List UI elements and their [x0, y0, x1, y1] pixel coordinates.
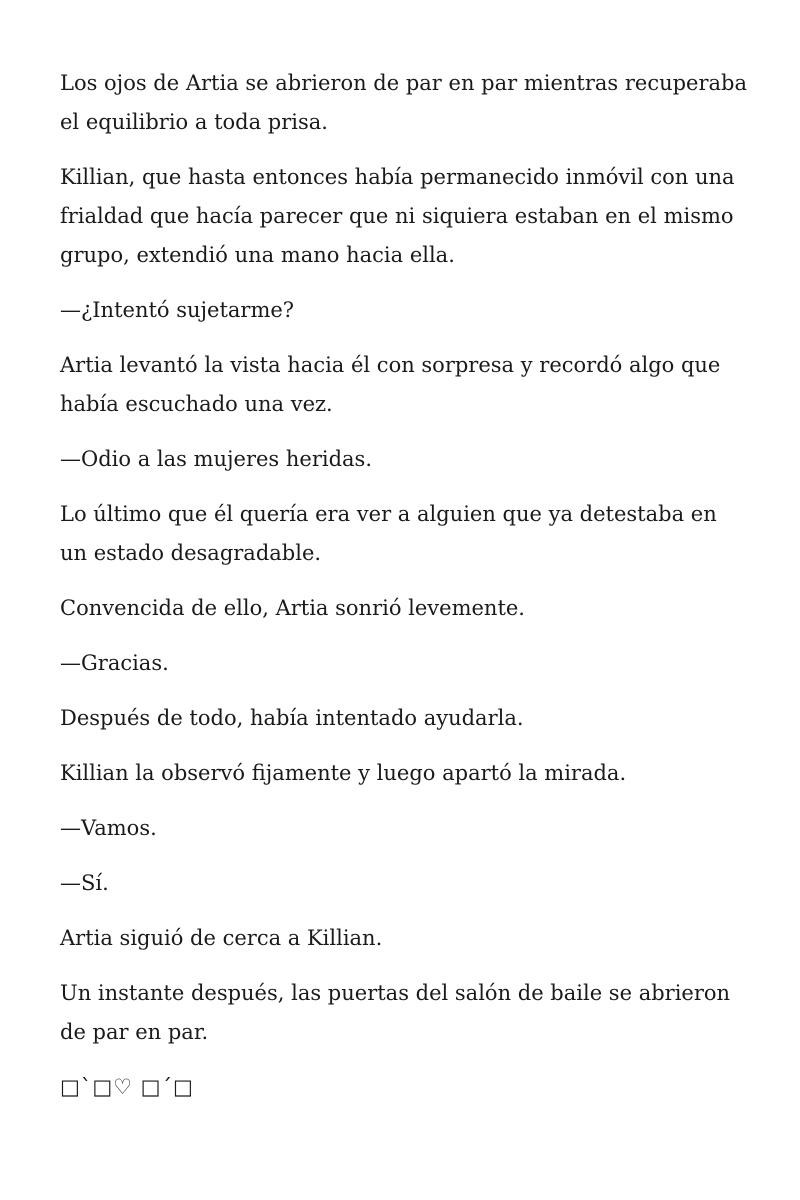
- paragraph-11: —Vamos.: [60, 816, 157, 840]
- paragraph-9: Después de todo, había intentado ayudarla.: [60, 706, 524, 730]
- paragraph-5: —Odio a las mujeres heridas.: [60, 447, 372, 471]
- paragraph-4: Artia levantó la vista hacia él con sorpresa y recordó algo que había escuchado una vez.: [60, 353, 721, 416]
- paragraph-1: Los ojos de Artia se abrieron de par en par mientras recuperaba el equilibrio a toda prisa.: [60, 71, 748, 134]
- paragraph-2: Killian, que hasta entonces había permanecido inmóvil con una frialdad que hacía parecer que ni siquiera estaban en el mismo grupo, extendió una mano hacia ella.: [60, 165, 735, 267]
- paragraph-7: Convencida de ello, Artia sonrió levemente.: [60, 596, 525, 620]
- paragraph-14: Un instante después, las puertas del salón de baile se abrieron de par en par.: [60, 981, 731, 1044]
- paragraph-3: —¿Intentó sujetarme?: [60, 298, 295, 322]
- document-body: [60, 64, 750, 1107]
- closing-ornament: □`□♡ □´□: [60, 1075, 194, 1099]
- paragraph-8: —Gracias.: [60, 651, 169, 675]
- paragraph-13: Artia siguió de cerca a Killian.: [60, 926, 383, 950]
- paragraph-10: Killian la observó fijamente y luego apartó la mirada.: [60, 761, 627, 785]
- paragraph-6: Lo último que él quería era ver a alguien que ya detestaba en un estado desagradable.: [60, 502, 717, 565]
- paragraph-12: —Sí.: [60, 871, 109, 895]
